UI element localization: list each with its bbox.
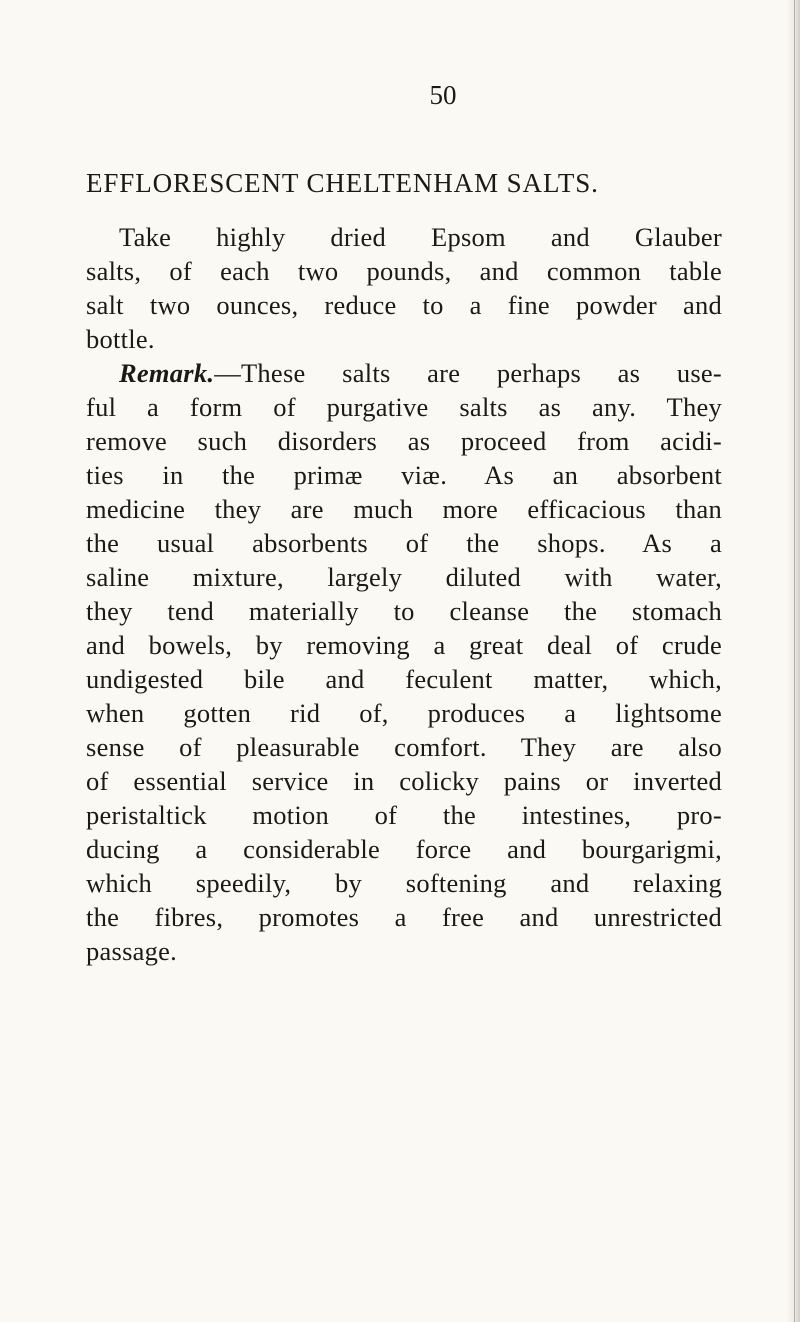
remark-first-line-text: —These salts are perhaps as use- [214,358,722,388]
remark-line: peristaltick motion of the intestines, pro- [86,800,722,830]
remark-line: sense of pleasurable comfort. They are also [86,732,722,762]
recipe-line: bottle. [86,324,155,354]
body-text [86,220,722,968]
remark-line: passage. [86,936,178,966]
remark-line: which speedily, by softening and relaxing [86,868,722,898]
remark-line: undigested bile and feculent matter, which, [86,664,722,694]
remark-line: and bowels, by removing a great deal of crude [86,630,722,660]
remark-line: when gotten rid of, produces a lightsome [86,698,722,728]
recipe-line: Take highly dried Epsom and Glauber [119,222,722,252]
remark-line: the fibres, promotes a free and unrestricted [86,902,722,932]
recipe-line: salts, of each two pounds, and common table [86,256,722,286]
remark-line: ties in the primæ viæ. As an absorbent [86,460,722,490]
remark-label: Remark. [119,358,215,388]
remark-line: remove such disorders as proceed from acidi- [86,426,722,456]
remark-line: of essential service in colicky pains or inverted [86,766,722,796]
remark-line: they tend materially to cleanse the stomach [86,596,722,626]
recipe-heading: EFFLORESCENT CHELTENHAM SALTS. [86,168,599,198]
remark-line: medicine they are much more efficacious than [86,494,722,524]
page-edge-shadow [786,0,800,1322]
page-number: 50 [429,80,457,110]
recipe-line: salt two ounces, reduce to a fine powder and [86,290,722,320]
remark-first-line [86,356,722,390]
remark-line: ful a form of purgative salts as any. They [86,392,722,422]
remark-line: saline mixture, largely diluted with water, [86,562,722,592]
remark-line: the usual absorbents of the shops. As a [86,528,722,558]
page-edge-line [794,0,795,1322]
remark-line: ducing a considerable force and bourgarigmi, [86,834,722,864]
